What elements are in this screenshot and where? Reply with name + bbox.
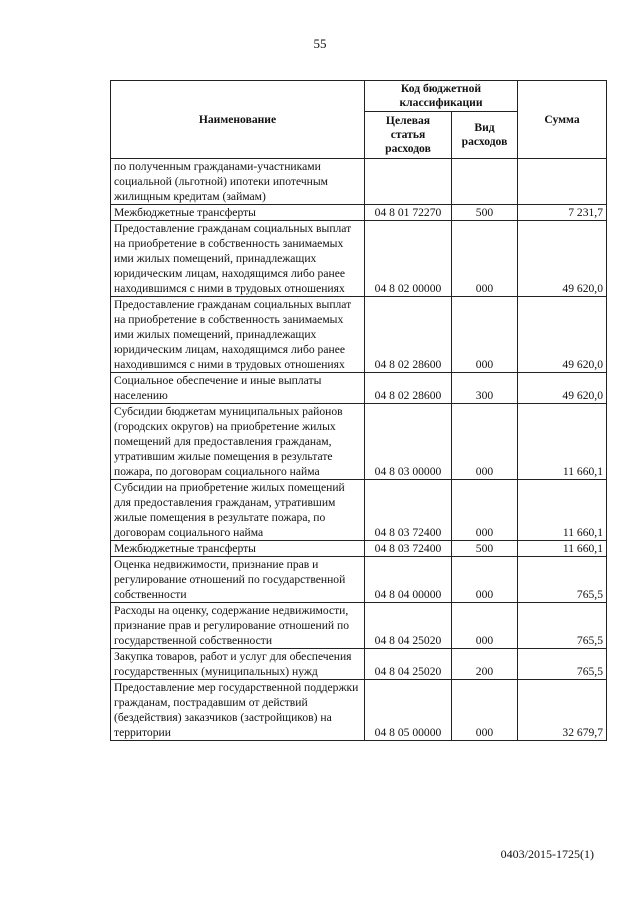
table-header xyxy=(111,81,607,159)
cell-sum: 765,5 xyxy=(518,603,607,649)
cell-sum: 7 231,7 xyxy=(518,205,607,221)
cell-name: Расходы на оценку, содержание недвижимости, признание прав и регулирование отношений по государственной собственности xyxy=(111,603,365,649)
cell-article: 04 8 03 72400 xyxy=(365,480,452,541)
cell-name: Субсидии на приобретение жилых помещений для предоставления гражданам, утратившим жилые помещения в результате пожара, по договорам социального найма xyxy=(111,480,365,541)
cell-kind: 000 xyxy=(452,680,518,741)
cell-sum: 11 660,1 xyxy=(518,404,607,480)
cell-kind: 000 xyxy=(452,557,518,603)
cell-sum: 765,5 xyxy=(518,649,607,680)
cell-name: Оценка недвижимости, признание прав и регулирование отношений по государственной собственности xyxy=(111,557,365,603)
cell-article: 04 8 05 00000 xyxy=(365,680,452,741)
table-row xyxy=(111,404,607,480)
cell-kind: 000 xyxy=(452,480,518,541)
cell-kind xyxy=(452,159,518,205)
cell-sum: 11 660,1 xyxy=(518,541,607,557)
cell-name: Закупка товаров, работ и услуг для обеспечения государственных (муниципальных) нужд xyxy=(111,649,365,680)
cell-article: 04 8 02 28600 xyxy=(365,297,452,373)
cell-article: 04 8 03 72400 xyxy=(365,541,452,557)
cell-article: 04 8 02 00000 xyxy=(365,221,452,297)
document-code: 0403/2015-1725(1) xyxy=(500,847,594,861)
cell-kind: 000 xyxy=(452,404,518,480)
cell-kind: 200 xyxy=(452,649,518,680)
cell-kind: 500 xyxy=(452,205,518,221)
cell-name: Предоставление гражданам социальных выплат на приобретение в собственность занимаемых ими жилых помещений, принадлежащих юридическим лицам, находящимся либо ранее находившимся с ними в трудовых отношениях xyxy=(111,221,365,297)
table-body xyxy=(111,159,607,741)
table-row xyxy=(111,205,607,221)
table-row xyxy=(111,297,607,373)
cell-article: 04 8 02 28600 xyxy=(365,373,452,404)
header-sum: Сумма xyxy=(518,81,607,159)
table-row xyxy=(111,480,607,541)
table-row xyxy=(111,373,607,404)
cell-article xyxy=(365,159,452,205)
cell-sum: 49 620,0 xyxy=(518,297,607,373)
cell-kind: 500 xyxy=(452,541,518,557)
cell-kind: 000 xyxy=(452,603,518,649)
budget-table xyxy=(110,80,607,741)
cell-kind: 000 xyxy=(452,297,518,373)
table-row xyxy=(111,159,607,205)
table-row xyxy=(111,649,607,680)
cell-name: Межбюджетные трансферты xyxy=(111,205,365,221)
cell-sum: 11 660,1 xyxy=(518,480,607,541)
cell-sum: 49 620,0 xyxy=(518,221,607,297)
cell-sum xyxy=(518,159,607,205)
cell-name: Межбюджетные трансферты xyxy=(111,541,365,557)
header-target-article: Целевая статья расходов xyxy=(365,112,452,159)
table-row xyxy=(111,557,607,603)
cell-sum: 32 679,7 xyxy=(518,680,607,741)
cell-article: 04 8 04 00000 xyxy=(365,557,452,603)
header-code-group: Код бюджетной классификации xyxy=(365,81,518,112)
cell-article: 04 8 03 00000 xyxy=(365,404,452,480)
cell-kind: 300 xyxy=(452,373,518,404)
cell-sum: 49 620,0 xyxy=(518,373,607,404)
cell-sum: 765,5 xyxy=(518,557,607,603)
cell-name: Предоставление гражданам социальных выплат на приобретение в собственность занимаемых ими жилых помещений, принадлежащих юридическим лицам, находящимся либо ранее находившимся с ними в трудовых отношениях xyxy=(111,297,365,373)
table-row xyxy=(111,541,607,557)
cell-article: 04 8 04 25020 xyxy=(365,649,452,680)
cell-name: Предоставление мер государственной поддержки гражданам, пострадавшим от действий (бездействия) заказчиков (застройщиков) на территории xyxy=(111,680,365,741)
cell-name: по полученным гражданами-участниками социальной (льготной) ипотеки ипотечным жилищным кредитам (займам) xyxy=(111,159,365,205)
cell-article: 04 8 04 25020 xyxy=(365,603,452,649)
page-number: 55 xyxy=(313,36,327,51)
header-expense-kind: Вид расходов xyxy=(452,112,518,159)
cell-name: Субсидии бюджетам муниципальных районов (городских округов) на приобретение жилых помещений для предоставления гражданам, утратившим жилые помещения в результате пожара, по договорам социального найма xyxy=(111,404,365,480)
table-row xyxy=(111,603,607,649)
cell-article: 04 8 01 72270 xyxy=(365,205,452,221)
cell-kind: 000 xyxy=(452,221,518,297)
cell-name: Социальное обеспечение и иные выплаты населению xyxy=(111,373,365,404)
table-row xyxy=(111,680,607,741)
header-name: Наименование xyxy=(111,81,365,159)
table-row xyxy=(111,221,607,297)
